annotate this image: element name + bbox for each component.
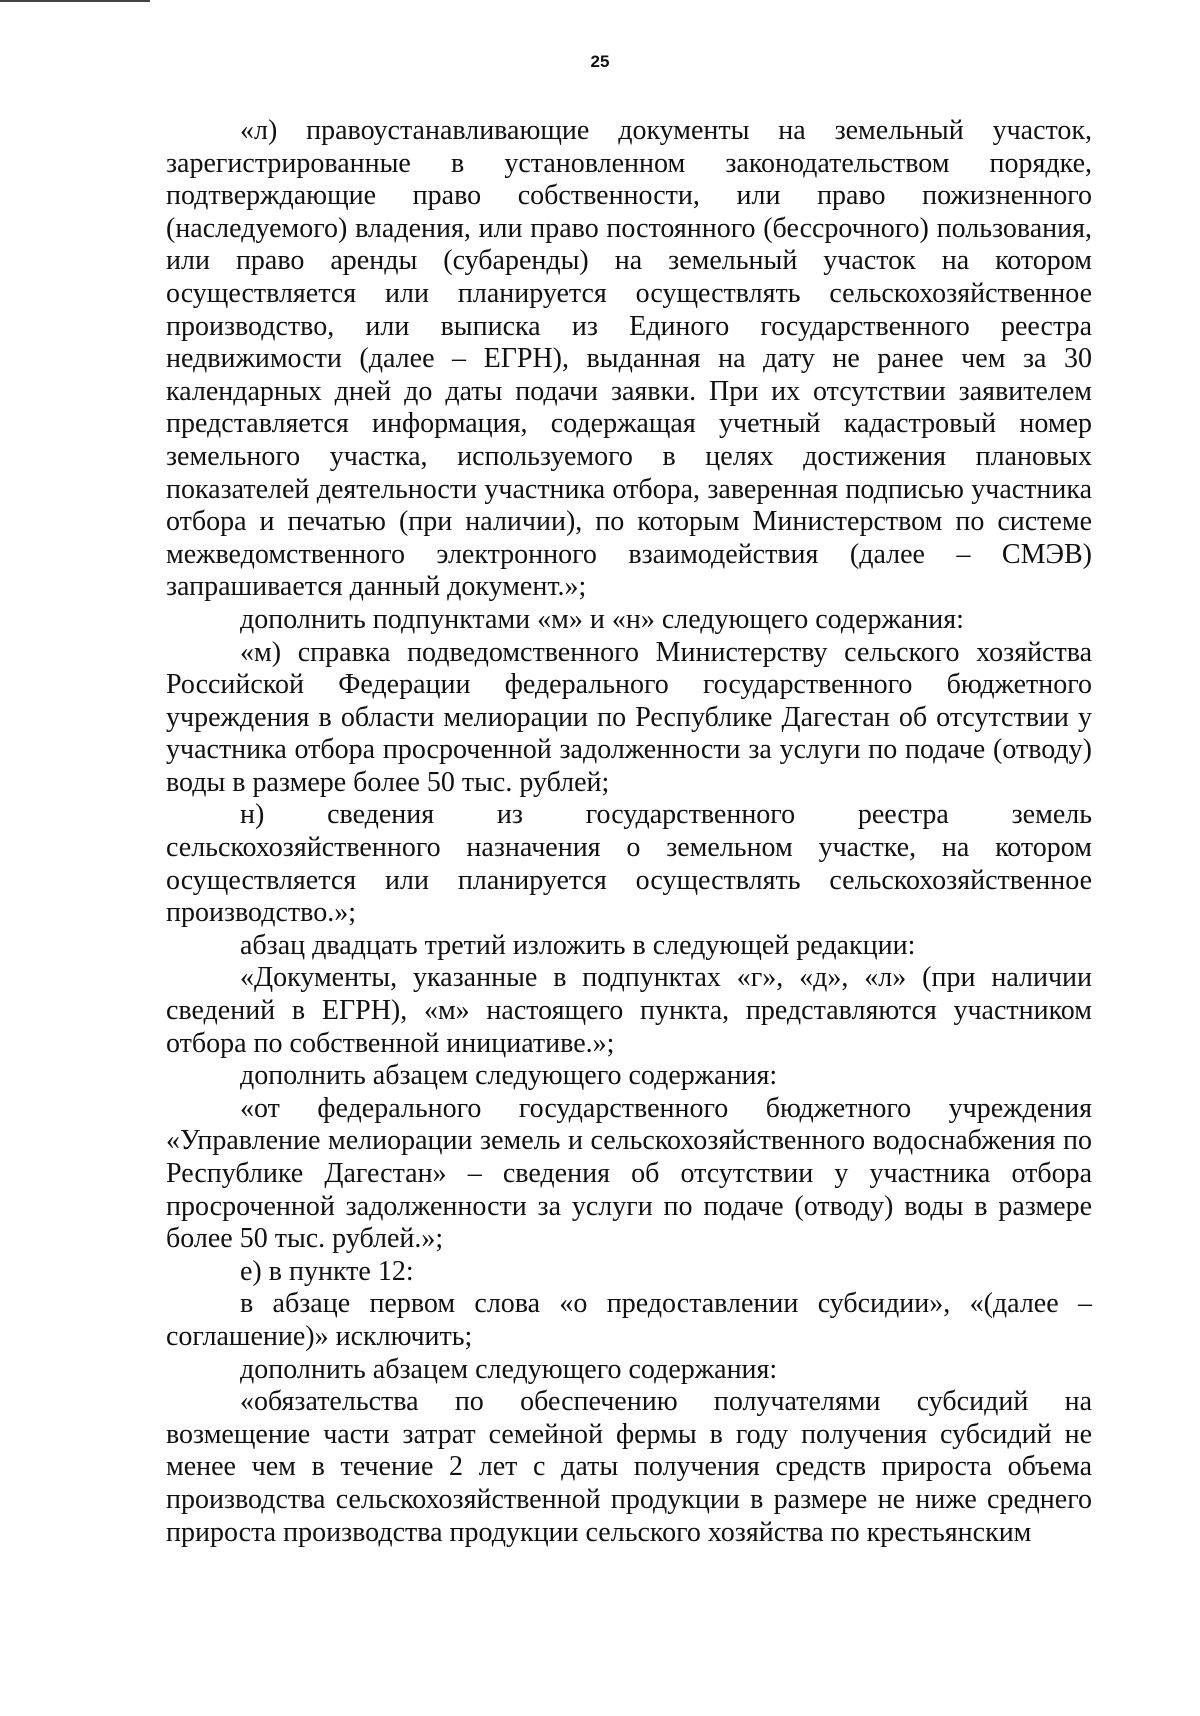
paragraph-first-paragraph-amend: в абзаце первом слова «о предоставлении субсидии», «(далее – соглашение)» исключить; — [166, 1288, 1092, 1352]
paragraph-subitem-m: «м) справка подведомственного Министерству сельского хозяйства Российской Федерации федерального государственного бюджетного учреждения в области мелиорации по Республике Дагестан об отсутствии у участника отбора просроченной задолженности за услуги по подаче (отводу) воды в размере более 50 тыс. рублей; — [166, 636, 1092, 798]
document-body — [166, 115, 1092, 1549]
paragraph-add-paragraph-instruction: дополнить абзацем следующего содержания: — [240, 1060, 778, 1092]
paragraph-amend-instruction: абзац двадцать третий изложить в следующей редакции: — [240, 929, 916, 961]
paragraph-add-subitems-instruction: дополнить подпунктами «м» и «н» следующего содержания: — [240, 603, 964, 635]
paragraph-subitem-n: н) сведения из государственного реестра земель сельскохозяйственного назначения о земельном участке, на котором осуществляется или планируется осуществлять сельскохозяйственное производство.»; — [166, 799, 1092, 929]
page-number: 25 — [590, 52, 610, 71]
paragraph-item-e: е) в пункте 12: — [240, 1255, 414, 1287]
scan-edge-mark — [0, 0, 150, 2]
paragraph-subitem-l: «л) правоустанавливающие документы на земельный участок, зарегистрированные в установленном законодательством порядке, подтверждающие право собственности, или право пожизненного (наследуемого) владения, или право постоянного (бессрочного) пользования, или право аренды (субаренды) на земельный участок на котором осуществляется или планируется осуществлять сельскохозяйственное производство, или выписка из Единого государственного реестра недвижимости (далее – ЕГРН), выданная на дату не ранее чем за 30 календарных дней до даты подачи заявки. При их отсутствии заявителем представляется информация, содержащая учетный кадастровый номер земельного участка, используемого в целях достижения плановых показателей деятельности участника отбора, заверенная подписью участника отбора и печатью (при наличии), по которым Министерством по системе межведомственного электронного взаимодействия (далее – СМЭВ) запрашивается данный документ.»; — [166, 115, 1092, 603]
paragraph-documents-clause: «Документы, указанные в подпунктах «г», «д», «л» (при наличии сведений в ЕГРН), «м» настоящего пункта, представляются участником отбора по собственной инициативе.»; — [166, 962, 1092, 1059]
paragraph-federal-institution-clause: «от федерального государственного бюджетного учреждения «Управление мелиорации земель и сельскохозяйственного водоснабжения по Республике Дагестан» – сведения об отсутствии у участника отбора просроченной задолженности за услуги по подаче (отводу) воды в размере более 50 тыс. рублей.»; — [166, 1092, 1092, 1255]
paragraph-obligations-clause: «обязательства по обеспечению получателями субсидий на возмещение части затрат семейной фермы в году получения субсидий не менее чем в течение 2 лет с даты получения средств прироста объема производства сельскохозяйственной продукции в размере не ниже среднего прироста производства продукции сельского хозяйства по крестьянским — [166, 1386, 1092, 1548]
paragraph-add-paragraph-instruction-2: дополнить абзацем следующего содержания: — [240, 1353, 778, 1385]
